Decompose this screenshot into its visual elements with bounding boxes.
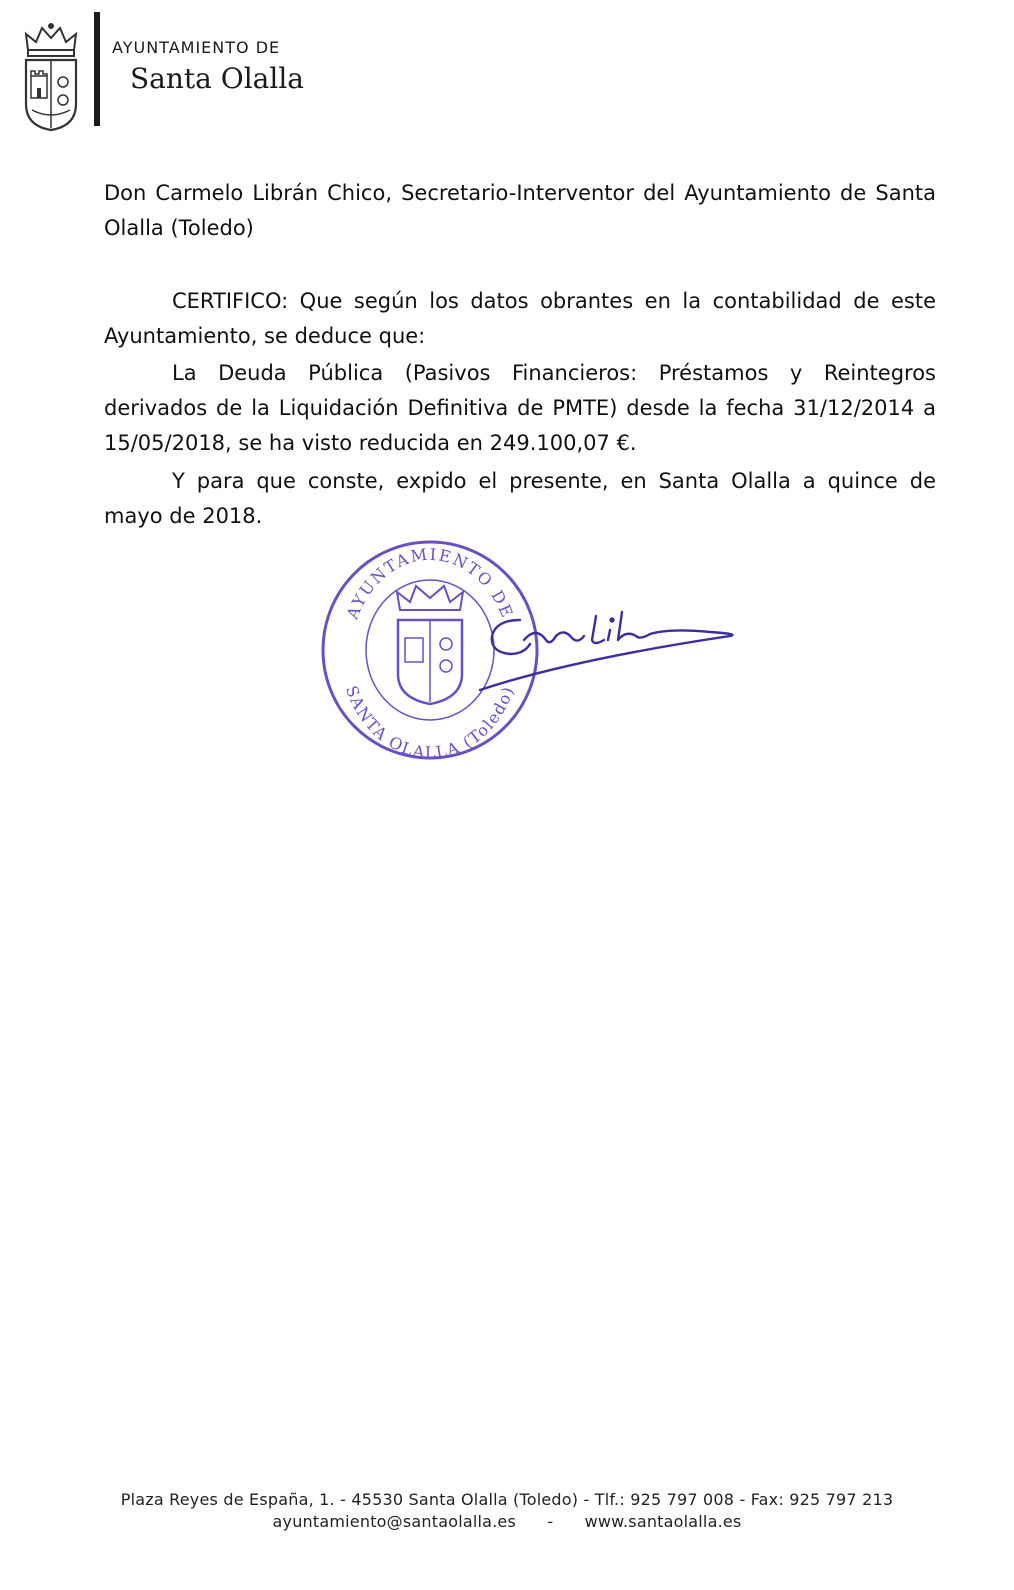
official-stamp-and-signature	[310, 540, 750, 770]
stamp-bottom-text: SANTA OLALLA (Toledo)	[341, 683, 519, 763]
footer-website[interactable]: www.santaolalla.es	[584, 1512, 742, 1531]
conste-paragraph: Y para que conste, expido el presente, en Santa Olalla a quince de mayo de 2018.	[104, 469, 936, 528]
org-name-line2: Santa Olalla	[130, 62, 304, 95]
deuda-paragraph: La Deuda Pública (Pasivos Financieros: Préstamos y Reintegros derivados de la Liquidación Definitiva de PMTE) desde la fecha 31/12/2014 a 15/05/2018, se ha visto reducida en 249.100,07 €.	[104, 361, 936, 455]
org-name-line1: AYUNTAMIENTO DE	[112, 38, 281, 57]
footer-address: Plaza Reyes de España, 1. - 45530 Santa Olalla (Toledo) - Tlf.: 925 797 008 - Fax: 925 797 213	[120, 1490, 894, 1509]
stamp-top-text: AYUNTAMIENTO DE	[342, 544, 518, 622]
coat-of-arms-icon	[20, 20, 82, 132]
footer-email[interactable]: ayuntamiento@santaolalla.es	[272, 1512, 517, 1531]
header-divider	[94, 12, 100, 126]
footer-contact	[0, 1512, 1014, 1531]
letterhead	[20, 12, 420, 132]
signature	[480, 612, 733, 690]
intro-paragraph: Don Carmelo Librán Chico, Secretario-Interventor del Ayuntamiento de Santa Olalla (Toledo)	[104, 181, 936, 240]
footer-separator: -	[547, 1512, 554, 1531]
stamp-seal	[323, 542, 537, 758]
certifico-paragraph: CERTIFICO: Que según los datos obrantes en la contabilidad de este Ayuntamiento, se deduce que:	[104, 289, 936, 348]
